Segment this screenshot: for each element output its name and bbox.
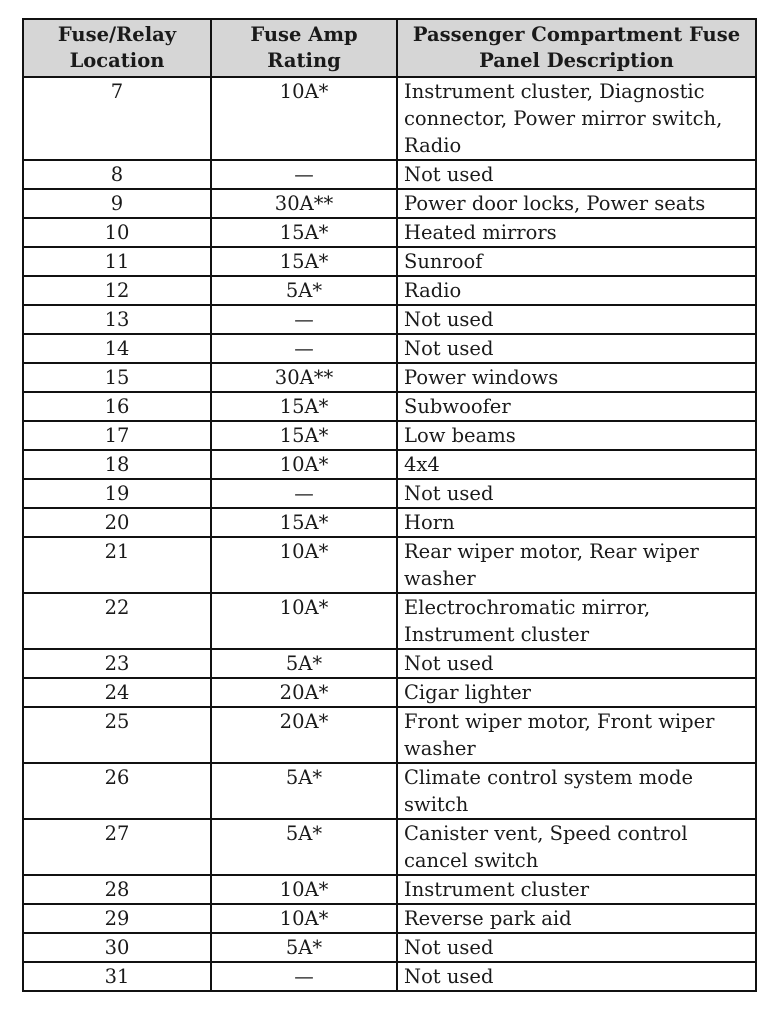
- cell-description: Power door locks, Power seats: [397, 189, 756, 218]
- cell-location: 11: [23, 247, 211, 276]
- cell-location: 8: [23, 160, 211, 189]
- cell-amp-rating: 5A*: [211, 649, 397, 678]
- cell-amp-rating: 30A**: [211, 363, 397, 392]
- table-row: [23, 276, 756, 305]
- cell-amp-rating: 5A*: [211, 819, 397, 875]
- cell-description: Not used: [397, 305, 756, 334]
- cell-description: Instrument cluster, Diagnostic connector, Power mirror switch, Radio: [397, 77, 756, 160]
- cell-location: 25: [23, 707, 211, 763]
- cell-amp-rating: 15A*: [211, 218, 397, 247]
- cell-amp-rating: 5A*: [211, 276, 397, 305]
- cell-description: Sunroof: [397, 247, 756, 276]
- cell-description: Canister vent, Speed control cancel switch: [397, 819, 756, 875]
- table-row: [23, 421, 756, 450]
- cell-location: 27: [23, 819, 211, 875]
- fuse-panel-table: [22, 18, 757, 992]
- cell-amp-rating: 5A*: [211, 763, 397, 819]
- cell-location: 22: [23, 593, 211, 649]
- cell-amp-rating: 10A*: [211, 875, 397, 904]
- cell-location: 19: [23, 479, 211, 508]
- cell-amp-rating: —: [211, 160, 397, 189]
- cell-amp-rating: 5A*: [211, 933, 397, 962]
- table-header: [23, 19, 756, 77]
- cell-description: Horn: [397, 508, 756, 537]
- table-row: [23, 875, 756, 904]
- cell-location: 17: [23, 421, 211, 450]
- header-amp-rating: Fuse Amp Rating: [211, 19, 397, 77]
- cell-location: 14: [23, 334, 211, 363]
- cell-description: Not used: [397, 933, 756, 962]
- cell-amp-rating: 10A*: [211, 593, 397, 649]
- cell-location: 29: [23, 904, 211, 933]
- cell-amp-rating: 10A*: [211, 450, 397, 479]
- table-row: [23, 649, 756, 678]
- cell-location: 30: [23, 933, 211, 962]
- cell-description: Not used: [397, 962, 756, 991]
- cell-location: 21: [23, 537, 211, 593]
- cell-description: Instrument cluster: [397, 875, 756, 904]
- header-row: [23, 19, 756, 77]
- cell-description: Not used: [397, 479, 756, 508]
- header-description: Passenger Compartment Fuse Panel Description: [397, 19, 756, 77]
- cell-location: 23: [23, 649, 211, 678]
- cell-amp-rating: —: [211, 479, 397, 508]
- cell-description: 4x4: [397, 450, 756, 479]
- table-row: [23, 678, 756, 707]
- cell-location: 9: [23, 189, 211, 218]
- cell-amp-rating: 30A**: [211, 189, 397, 218]
- table-row: [23, 305, 756, 334]
- cell-location: 13: [23, 305, 211, 334]
- table-row: [23, 392, 756, 421]
- header-location: Fuse/Relay Location: [23, 19, 211, 77]
- cell-description: Rear wiper motor, Rear wiper washer: [397, 537, 756, 593]
- table-row: [23, 77, 756, 160]
- cell-amp-rating: 20A*: [211, 678, 397, 707]
- cell-amp-rating: 20A*: [211, 707, 397, 763]
- table-row: [23, 537, 756, 593]
- table-row: [23, 334, 756, 363]
- cell-amp-rating: —: [211, 305, 397, 334]
- cell-amp-rating: —: [211, 962, 397, 991]
- cell-description: Subwoofer: [397, 392, 756, 421]
- cell-amp-rating: 15A*: [211, 392, 397, 421]
- cell-location: 7: [23, 77, 211, 160]
- cell-description: Not used: [397, 334, 756, 363]
- cell-description: Heated mirrors: [397, 218, 756, 247]
- table-body: [23, 77, 756, 991]
- cell-description: Electrochromatic mirror, Instrument cluster: [397, 593, 756, 649]
- table-row: [23, 962, 756, 991]
- cell-location: 18: [23, 450, 211, 479]
- table-row: [23, 819, 756, 875]
- cell-location: 20: [23, 508, 211, 537]
- cell-location: 16: [23, 392, 211, 421]
- cell-location: 10: [23, 218, 211, 247]
- cell-description: Radio: [397, 276, 756, 305]
- table-row: [23, 189, 756, 218]
- table-row: [23, 508, 756, 537]
- cell-location: 31: [23, 962, 211, 991]
- cell-amp-rating: 15A*: [211, 247, 397, 276]
- table-row: [23, 247, 756, 276]
- cell-location: 28: [23, 875, 211, 904]
- table-row: [23, 904, 756, 933]
- cell-description: Not used: [397, 649, 756, 678]
- table-row: [23, 450, 756, 479]
- cell-description: Climate control system mode switch: [397, 763, 756, 819]
- table-row: [23, 593, 756, 649]
- table-row: [23, 763, 756, 819]
- table-row: [23, 363, 756, 392]
- table-row: [23, 707, 756, 763]
- cell-description: Cigar lighter: [397, 678, 756, 707]
- cell-amp-rating: —: [211, 334, 397, 363]
- cell-description: Front wiper motor, Front wiper washer: [397, 707, 756, 763]
- cell-amp-rating: 10A*: [211, 904, 397, 933]
- table-row: [23, 160, 756, 189]
- cell-amp-rating: 10A*: [211, 537, 397, 593]
- table-row: [23, 479, 756, 508]
- cell-location: 12: [23, 276, 211, 305]
- fuse-table-container: [22, 18, 755, 992]
- cell-amp-rating: 15A*: [211, 421, 397, 450]
- cell-amp-rating: 15A*: [211, 508, 397, 537]
- cell-location: 15: [23, 363, 211, 392]
- cell-description: Not used: [397, 160, 756, 189]
- cell-description: Reverse park aid: [397, 904, 756, 933]
- cell-description: Low beams: [397, 421, 756, 450]
- cell-location: 26: [23, 763, 211, 819]
- cell-location: 24: [23, 678, 211, 707]
- cell-description: Power windows: [397, 363, 756, 392]
- cell-amp-rating: 10A*: [211, 77, 397, 160]
- table-row: [23, 933, 756, 962]
- table-row: [23, 218, 756, 247]
